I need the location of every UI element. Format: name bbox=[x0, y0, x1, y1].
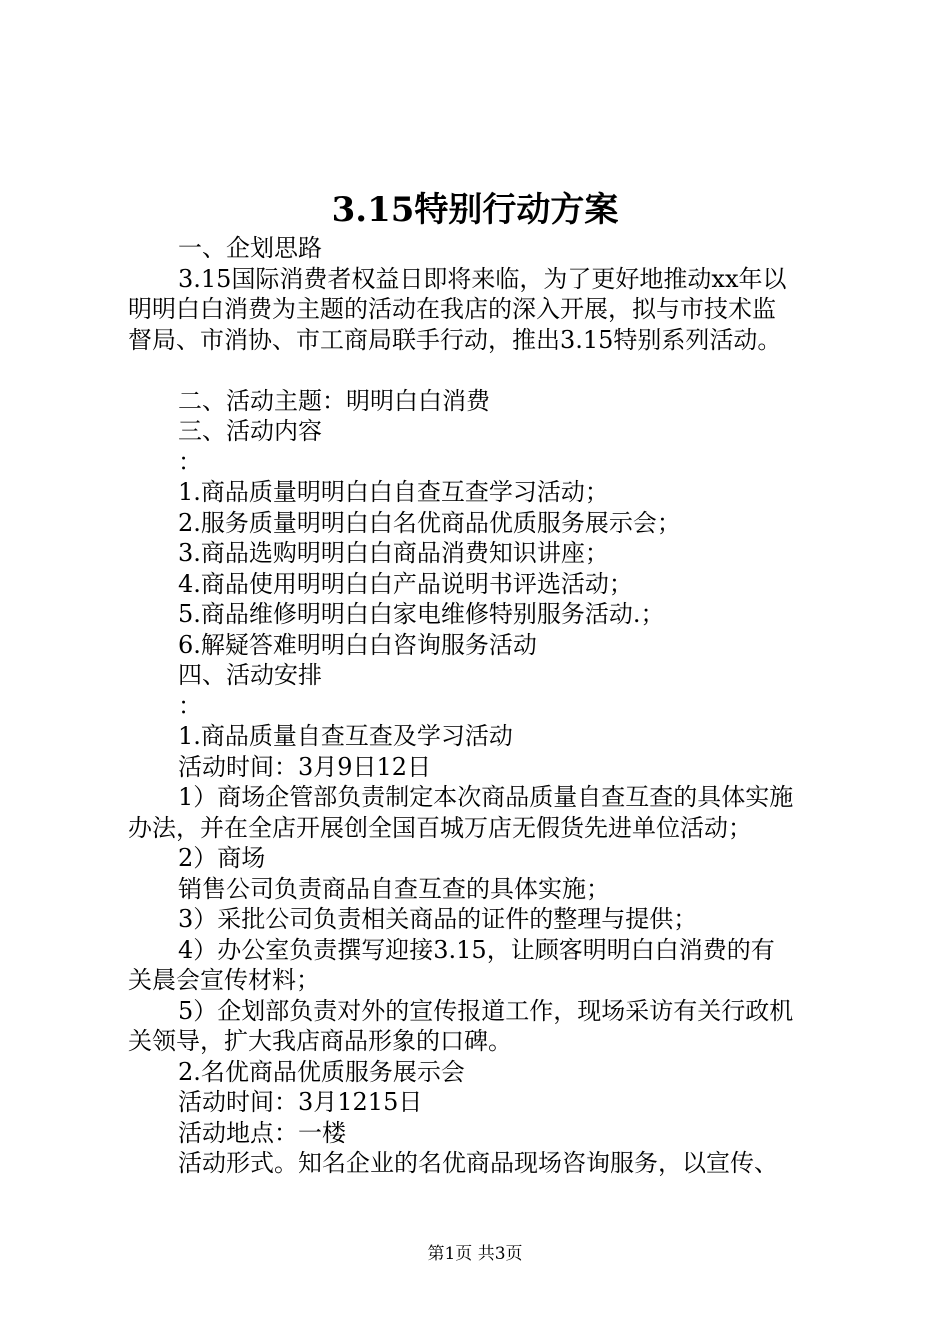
text-line: 明明白白消费为主题的活动在我店的深入开展，拟与市技术监 bbox=[128, 295, 776, 323]
text-line: 活动地点：一楼 bbox=[178, 1118, 346, 1147]
text-line: 三、活动内容 bbox=[178, 417, 322, 445]
text-line: 1）商场企管部负责制定本次商品质量自查互查的具体实施 bbox=[178, 783, 794, 811]
text-line: 1.商品质量明明白白自查互查学习活动； bbox=[178, 478, 609, 506]
text-line: ： bbox=[178, 447, 202, 476]
text-line: 四、活动安排 bbox=[178, 661, 322, 689]
text-line: 2.服务质量明明白白名优商品优质服务展示会； bbox=[178, 508, 681, 537]
text-line: 办法，并在全店开展创全国百城万店无假货先进单位活动； bbox=[128, 813, 752, 842]
text-line: 2）商场 bbox=[178, 844, 266, 872]
text-line: 3）采批公司负责相关商品的证件的整理与提供； bbox=[178, 905, 698, 933]
text-line: 销售公司负责商品自查互查的具体实施； bbox=[178, 874, 610, 903]
text-line: 一、企划思路 bbox=[178, 234, 322, 262]
text-line: 二、活动主题：明明白白消费 bbox=[178, 386, 490, 415]
text-line: 1.商品质量自查互查及学习活动 bbox=[178, 722, 513, 750]
text-line: 3.商品选购明明白白商品消费知识讲座； bbox=[178, 539, 609, 567]
text-line: 6.解疑答难明明白白咨询服务活动 bbox=[178, 630, 537, 659]
text-line: ： bbox=[178, 691, 202, 720]
document-body bbox=[128, 233, 832, 1179]
text-line: 4.商品使用明明白白产品说明书评选活动； bbox=[178, 569, 633, 598]
text-line: 4）办公室负责撰写迎接3.15，让顾客明明白白消费的有 bbox=[178, 935, 775, 964]
text-line: 5.商品维修明明白白家电维修特别服务活动.； bbox=[178, 600, 665, 628]
text-line: 2.名优商品优质服务展示会 bbox=[178, 1057, 465, 1086]
text-line: 活动时间：3月9日12日 bbox=[178, 752, 432, 781]
text-line: 活动时间：3月1215日 bbox=[178, 1088, 423, 1116]
text-line: 督局、市消协、市工商局联手行动，推出3.15特别系列活动。 bbox=[128, 325, 782, 354]
blank-line bbox=[128, 355, 832, 386]
text-line: 关晨会宣传材料； bbox=[128, 966, 320, 994]
text-line: 5）企划部负责对外的宣传报道工作，现场采访有关行政机 bbox=[178, 996, 794, 1025]
document-title: 3.15特别行动方案 bbox=[331, 190, 619, 230]
page-footer: 第1页 共3页 bbox=[427, 1244, 523, 1264]
text-line: 3.15国际消费者权益日即将来临，为了更好地推动xx年以 bbox=[178, 264, 787, 293]
text-line: 活动形式。知名企业的名优商品现场咨询服务，以宣传、 bbox=[178, 1149, 778, 1177]
text-line: 关领导，扩大我店商品形象的口碑。 bbox=[128, 1027, 512, 1055]
